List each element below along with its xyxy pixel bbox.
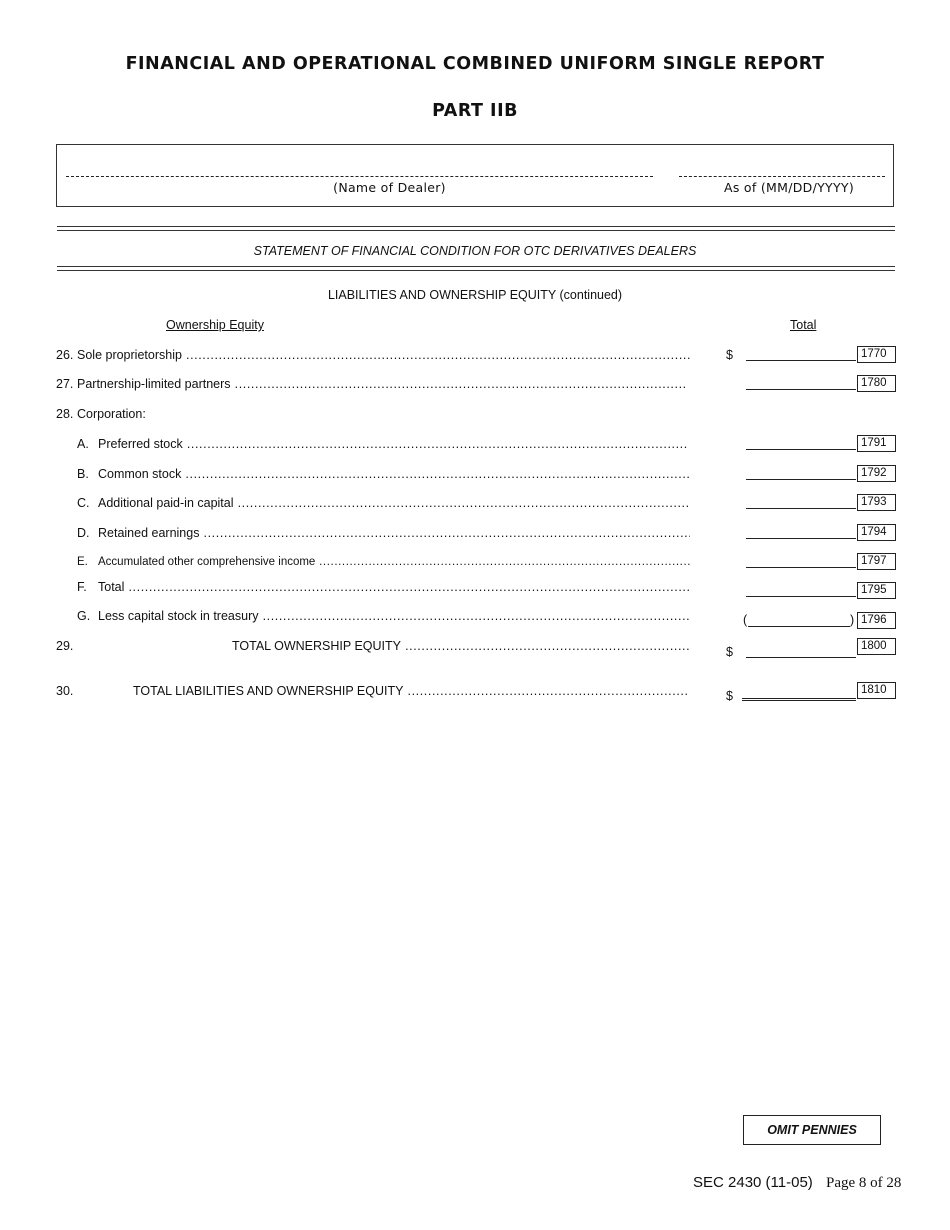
amount-field-1797[interactable] [746, 553, 856, 568]
statement-title: STATEMENT OF FINANCIAL CONDITION FOR OTC DERIVATIVES DEALERS [253, 244, 697, 258]
item-code: 1791 [857, 435, 896, 452]
amount-field-1810[interactable] [742, 684, 856, 701]
item-code: 1796 [857, 612, 896, 629]
item-code: 1797 [857, 553, 896, 570]
line-item-28b [0, 465, 950, 485]
line-number: 27. [56, 377, 74, 391]
divider-bottom [57, 266, 895, 271]
item-code: 1770 [857, 346, 896, 363]
item-code: 1795 [857, 582, 896, 599]
line-label: Common stock ..... [98, 465, 690, 483]
line-item-26 [0, 346, 950, 366]
divider-top [57, 226, 895, 231]
line-item-28d [0, 524, 950, 544]
item-code: 1792 [857, 465, 896, 482]
amount-field-1793[interactable] [746, 494, 856, 509]
line-number: 28. [56, 407, 74, 421]
amount-field-1792[interactable] [746, 465, 856, 480]
as-of-date-line[interactable] [679, 176, 885, 177]
dollar-sign: $ [726, 689, 733, 703]
item-code: 1794 [857, 524, 896, 541]
item-code: 1810 [857, 682, 896, 699]
line-letter: A. [77, 437, 89, 451]
line-item-28f [0, 578, 950, 598]
amount-field-1770[interactable] [746, 346, 856, 361]
line-item-30 [0, 682, 950, 702]
line-label: Sole proprietorship ..... [77, 346, 690, 364]
line-label: Corporation: [77, 407, 146, 421]
line-item-28 [0, 405, 950, 425]
section-title: LIABILITIES AND OWNERSHIP EQUITY (continued) [327, 288, 623, 302]
item-code: 1793 [857, 494, 896, 511]
line-item-27 [0, 375, 950, 395]
column-header-total: Total [790, 318, 817, 332]
page-number: Page 8 of 28 [826, 1175, 902, 1191]
line-letter: B. [77, 467, 89, 481]
line-label: Less capital stock in treasury ..... [98, 607, 690, 625]
line-number: 26. [56, 348, 74, 362]
item-code: 1780 [857, 375, 896, 392]
line-letter: F. [77, 580, 87, 594]
amount-field-1794[interactable] [746, 524, 856, 539]
line-label: Additional paid-in capital ..... [98, 494, 690, 512]
line-number: 29. [56, 639, 74, 653]
line-item-28c [0, 494, 950, 514]
amount-field-1800[interactable] [746, 643, 856, 658]
item-code: 1800 [857, 638, 896, 655]
close-paren: ) [850, 613, 855, 627]
line-letter: D. [77, 526, 90, 540]
open-paren: ( [743, 613, 748, 627]
line-item-29 [0, 637, 950, 657]
column-header-ownership-equity: Ownership Equity [166, 318, 264, 332]
amount-field-1780[interactable] [746, 375, 856, 390]
line-item-28a [0, 435, 950, 455]
line-item-28g [0, 607, 950, 627]
dealer-name-label: (Name of Dealer) [333, 180, 446, 195]
line-number: 30. [56, 684, 74, 698]
line-letter: G. [77, 609, 91, 623]
amount-field-1796[interactable] [748, 612, 850, 627]
amount-field-1795[interactable] [746, 582, 856, 597]
line-label: Partnership-limited partners ..... [77, 375, 687, 393]
dollar-sign: $ [726, 348, 733, 362]
line-item-28e [0, 553, 950, 573]
as-of-date-label: As of (MM/DD/YYYY) [724, 180, 854, 195]
line-label: Total ..... [98, 578, 690, 596]
omit-pennies-note: OMIT PENNIES [743, 1115, 881, 1145]
form-number: SEC 2430 (11-05) [693, 1174, 813, 1191]
line-label: TOTAL OWNERSHIP EQUITY ..... [232, 637, 690, 655]
line-label: TOTAL LIABILITIES AND OWNERSHIP EQUITY ..... [133, 682, 688, 700]
dealer-name-line[interactable] [66, 176, 653, 177]
dollar-sign: $ [726, 645, 733, 659]
dealer-info-box [56, 144, 894, 207]
line-letter: E. [77, 556, 88, 568]
line-letter: C. [77, 496, 90, 510]
report-part: PART IIB [432, 101, 518, 121]
report-title: FINANCIAL AND OPERATIONAL COMBINED UNIFORM SINGLE REPORT [125, 54, 825, 74]
line-label: Preferred stock ..... [98, 435, 687, 453]
amount-field-1791[interactable] [746, 435, 856, 450]
line-label: Retained earnings ..... [98, 524, 690, 542]
line-label: Accumulated other comprehensive income ..... [98, 553, 690, 571]
